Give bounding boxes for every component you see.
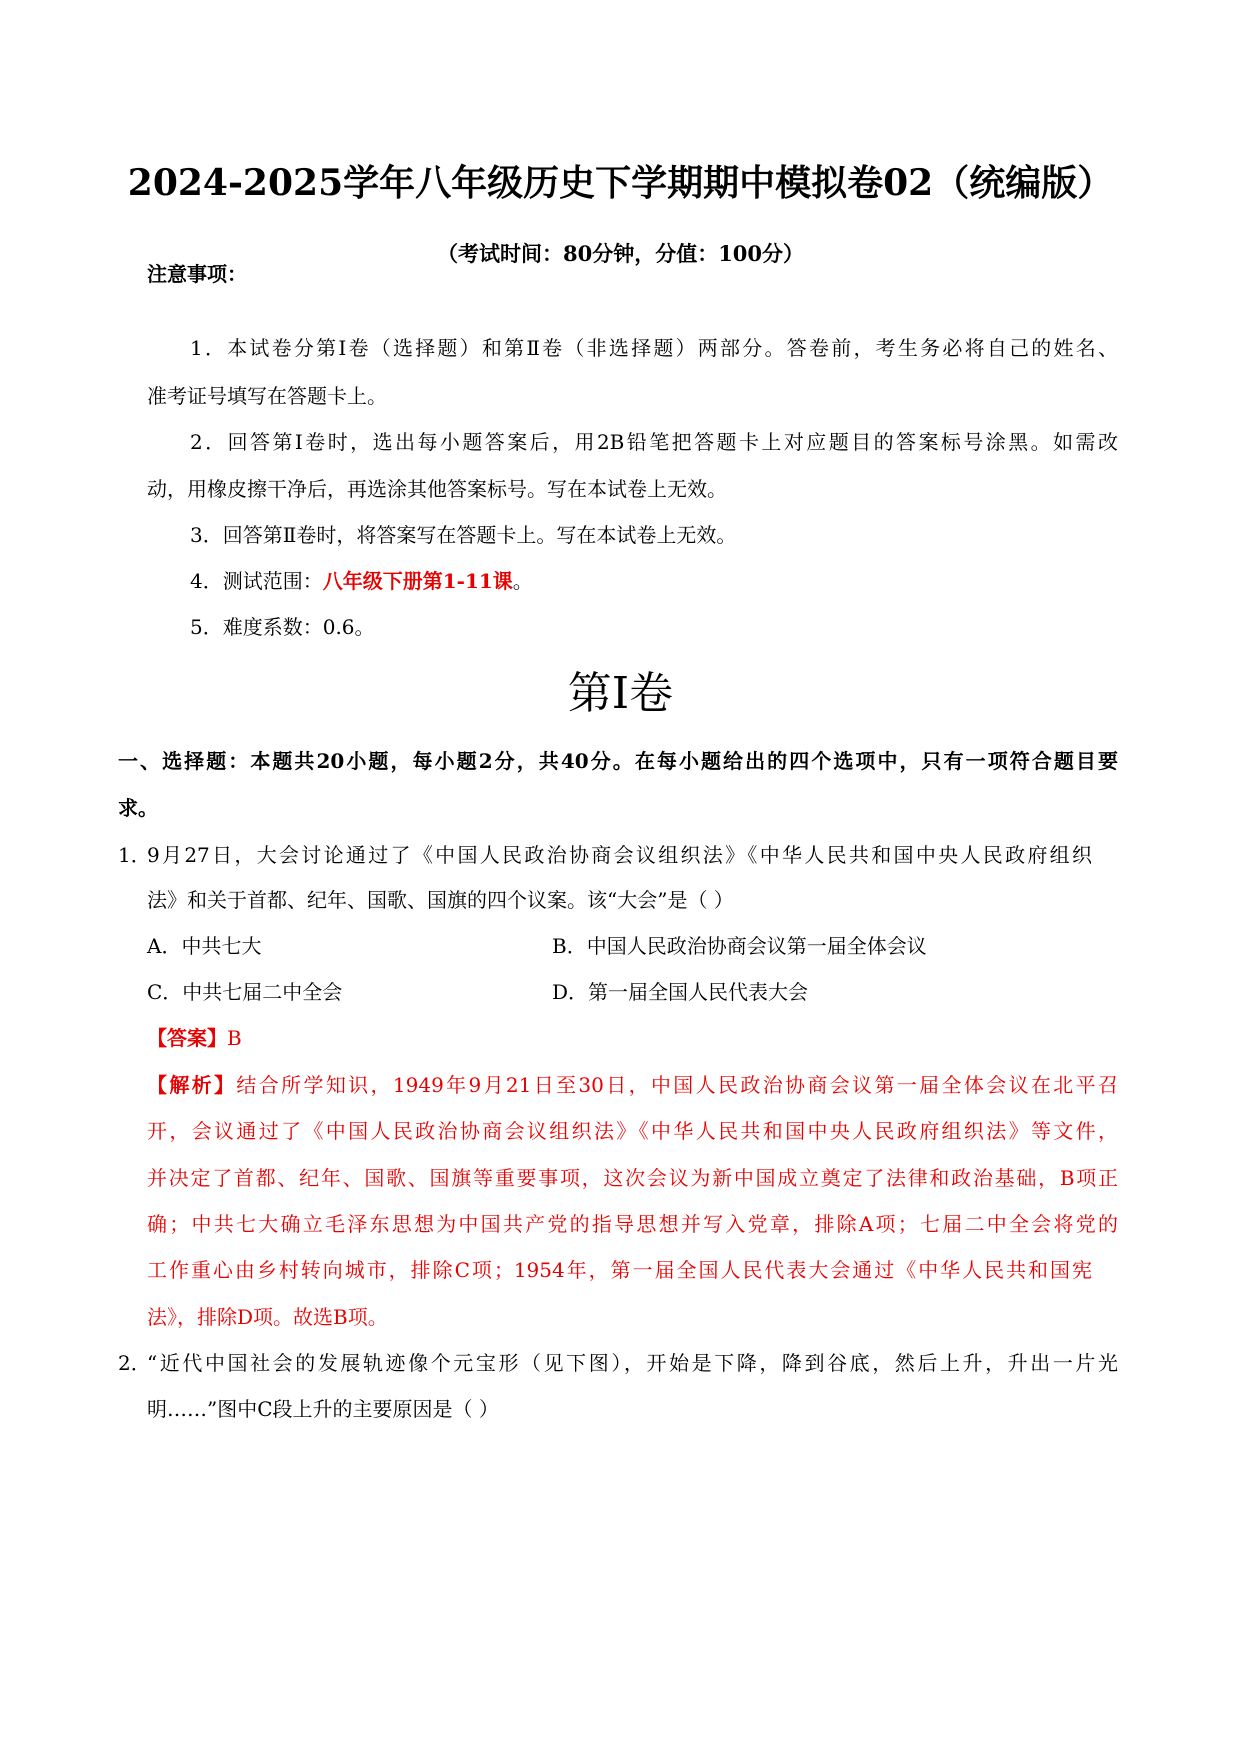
note-item-2-line-2: 动，用橡皮擦干净后，再选涂其他答案标号。写在本试卷上无效。 <box>147 477 727 501</box>
note-item-3: 3．回答第Ⅱ卷时，将答案写在答题卡上。写在本试卷上无效。 <box>190 523 737 547</box>
note-item-1-line-1: 1．本试卷分第Ⅰ卷（选择题）和第Ⅱ卷（非选择题）两部分。答卷前，考生务必将自己的姓名、 <box>190 336 1118 360</box>
question-number: 2． <box>118 1351 151 1375</box>
section-instructions-line-1: 一、选择题：本题共20小题，每小题2分，共40分。在每小题给出的四个选项中，只有一项符合题目要 <box>118 749 1118 773</box>
exam-time-subtitle: （考试时间：80分钟，分值：100分） <box>436 241 805 266</box>
answer <box>147 1022 242 1054</box>
analysis-line-6: 法》，排除D项。故选B项。 <box>147 1305 388 1329</box>
question-stem-line-1: “近代中国社会的发展轨迹像个元宝形（见下图），开始是下降，降到谷底，然后上升，升出一片光 <box>147 1351 1118 1375</box>
analysis-text: 结合所学知识，1949年9月21日至30日，中国人民政治协商会议第一届全体会议在北平召 <box>236 1073 1119 1097</box>
option-a: A．中共七大 <box>147 934 262 958</box>
analysis-line-2: 开，会议通过了《中国人民政治协商会议组织法》《中华人民共和国中央人民政府组织法》等文件， <box>147 1119 1118 1143</box>
question-stem-line-2: 明……”图中C段上升的主要原因是（ ） <box>147 1397 499 1421</box>
note-item-1-line-2: 准考证号填写在答题卡上。 <box>147 384 387 408</box>
option-d: D．第一届全国人民代表大会 <box>552 980 809 1004</box>
analysis-label: 【解析】 <box>147 1073 237 1097</box>
question-stem-line-2: 法》和关于首都、纪年、国歌、国旗的四个议案。该“大会”是（ ） <box>147 888 734 912</box>
note-item-4-prefix: 4．测试范围： <box>190 569 323 593</box>
note-item-5: 5．难度系数：0.6。 <box>190 615 375 639</box>
analysis-line-3: 并决定了首都、纪年、国歌、国旗等重要事项，这次会议为新中国成立奠定了法律和政治基础，B项正 <box>147 1166 1118 1190</box>
note-item-4 <box>190 565 533 597</box>
note-item-4-suffix: 。 <box>512 569 533 593</box>
analysis-line-5: 工作重心由乡村转向城市，排除C项；1954年，第一届全国人民代表大会通过《中华人民共和国宪 <box>147 1258 1092 1282</box>
question-number: 1． <box>118 843 151 867</box>
analysis-line-4: 确；中共七大确立毛泽东思想为中国共产党的指导思想并写入党章，排除A项；七届二中全会将党的 <box>147 1212 1118 1236</box>
section-title: 第Ⅰ卷 <box>567 668 674 719</box>
option-b: B．中国人民政治协商会议第一届全体会议 <box>552 934 927 958</box>
test-range-highlight: 八年级下册第1-11课 <box>322 569 513 593</box>
analysis-line-1 <box>147 1069 1118 1101</box>
answer-value: B <box>227 1026 242 1050</box>
question-stem-line-1: 9月27日，大会讨论通过了《中国人民政治协商会议组织法》《中华人民共和国中央人民政府组织 <box>147 843 1092 867</box>
note-item-2-line-1: 2．回答第Ⅰ卷时，选出每小题答案后，用2B铅笔把答题卡上对应题目的答案标号涂黑。如需改 <box>190 430 1118 454</box>
page-title: 2024-2025学年八年级历史下学期期中模拟卷02（统编版） <box>127 162 1114 204</box>
section-instructions-line-2: 求。 <box>118 796 158 820</box>
answer-label: 【答案】 <box>147 1026 227 1050</box>
notes-heading: 注意事项： <box>147 262 247 286</box>
option-c: C．中共七届二中全会 <box>147 980 343 1004</box>
